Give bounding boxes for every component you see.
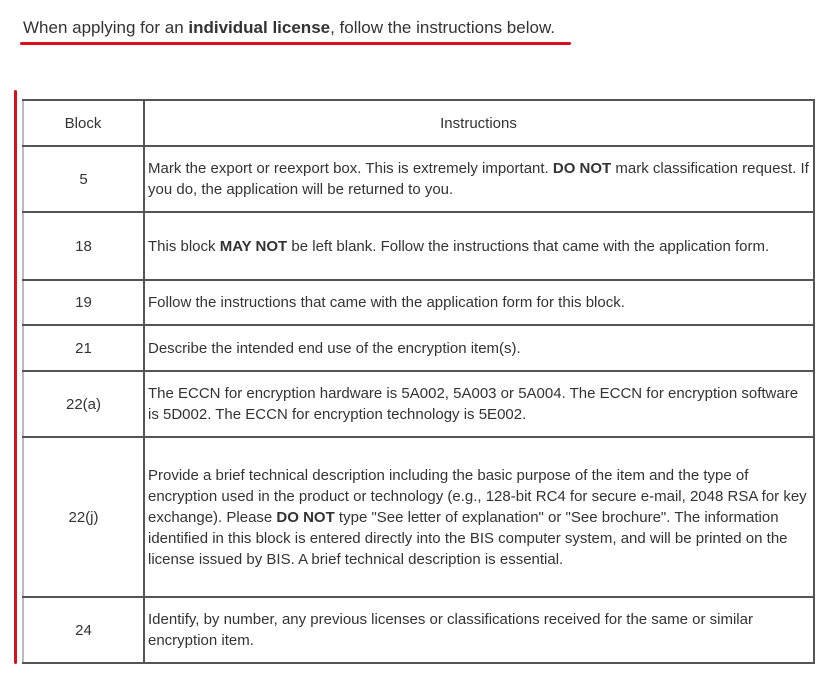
intro-text [23,16,555,40]
table-row [23,146,814,212]
table-row [23,325,814,371]
table-row [23,597,814,663]
row-block: 21 [23,325,144,371]
intro-suffix: , follow the instructions below. [330,18,556,37]
header-block: Block [23,100,144,146]
row-block: 18 [23,212,144,280]
emphasis: MAY NOT [219,237,288,255]
row-instruction: Mark the export or reexport box. This is extremely important. DO NOT mark classification request. If you do, the application will be returned to you. [144,146,814,212]
side-bar-annotation [14,90,17,664]
row-instruction: This block MAY NOT be left blank. Follow the instructions that came with the application form. [144,212,814,280]
row-block: 5 [23,146,144,212]
table-header-row [23,100,814,146]
row-block: 22(a) [23,371,144,437]
row-block: 24 [23,597,144,663]
emphasis: DO NOT [552,160,612,177]
table-row [23,437,814,597]
row-block: 19 [23,280,144,325]
table-row [23,371,814,437]
row-instruction: Describe the intended end use of the encryption item(s). [144,325,814,371]
emphasis: DO NOT [276,508,335,526]
instructions-table [22,99,815,664]
row-instruction: Follow the instructions that came with the application form for this block. [144,280,814,325]
intro-bold: individual license [188,18,331,37]
row-block: 22(j) [23,437,144,597]
intro-prefix: When applying for an [23,18,189,37]
row-instruction: Provide a brief technical description including the basic purpose of the item and the type of encryption used in the product or technology (e.g., 128-bit RC4 for secure e-mail, 2048 RSA for key exchange). Please DO NOT type "See letter of explanation" or "See brochure". The information identified in this block is entered directly into the BIS computer system, and will be printed on the license issued by BIS. A brief technical description is essential. [144,437,814,597]
row-instruction: Identify, by number, any previous licenses or classifications received for the same or similar encryption item. [144,597,814,663]
intro-underline-annotation [20,42,571,45]
row-instruction: The ECCN for encryption hardware is 5A002, 5A003 or 5A004. The ECCN for encryption software is 5D002. The ECCN for encryption technology is 5E002. [144,371,814,437]
table-row [23,212,814,280]
header-instructions: Instructions [144,100,814,146]
table-row [23,280,814,325]
